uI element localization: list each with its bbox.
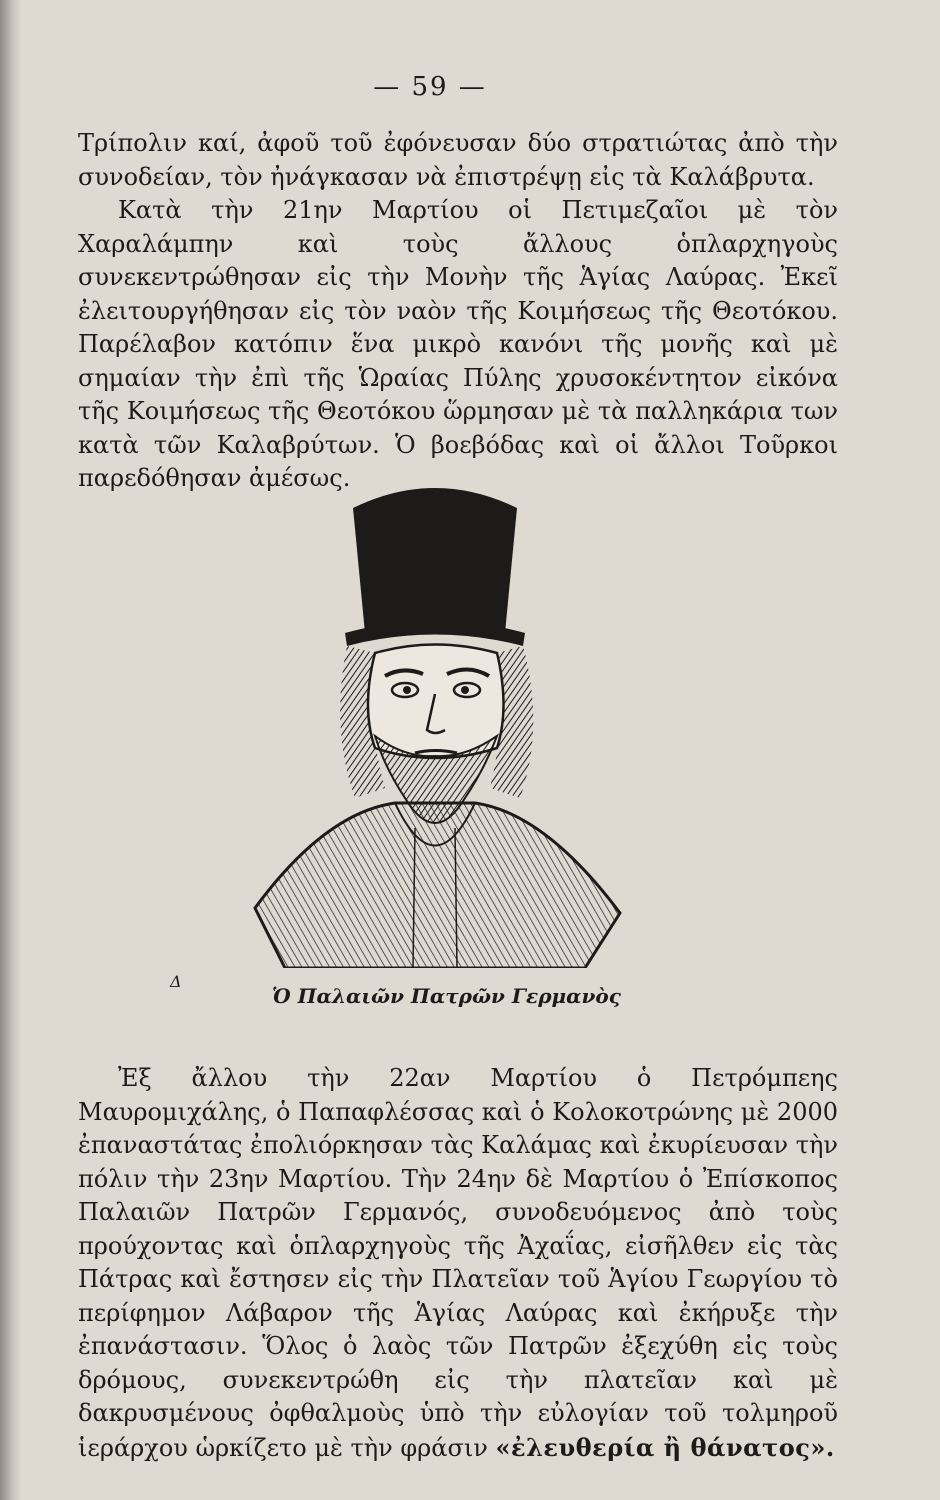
robe [255, 803, 620, 968]
portrait-engraving-germanos [235, 468, 635, 968]
paragraph-1-lead: Τρίπολιν καί, ἀφοῦ τοῦ ἐφόνευσαν δύο στρατιώτας ἀπὸ τὴν συνοδείαν, τὸν ἠνάγκασαν νὰ ἐπιστρέψῃ εἰς τὰ Καλάβρυτα. [78, 129, 838, 191]
figure-mark: Δ [170, 972, 182, 991]
page-number: — 59 — [373, 72, 487, 102]
paragraph-1-body: Κατὰ τὴν 21ην Μαρτίου οἱ Πετιμεζαῖοι μὲ τὸν Χαραλάμπην καὶ τοὺς ἄλλους ὁπλαρχηγοὺς συνεκεντρώθησαν εἰς τὴν Μονὴν τῆς Ἁγίας Λαύρας. Ἐκεῖ ἐλειτουργήθησαν εἰς τὸν ναὸν τῆς Κοιμήσεως τῆς Θεοτόκου. Παρέλαβον κατόπιν ἕνα μικρὸ κανόνι τῆς μονῆς καὶ μὲ σημαίαν τὴν ἐπὶ τῆς Ὡραίας Πύλης χρυσοκέντητον εἰκόνα τῆς Κοιμήσεως τῆς Θεοτόκου ὥρμησαν μὲ τὰ παλληκάρια των κατὰ τῶν Καλαβρύτων. Ὁ βοεβόδας καὶ οἱ ἄλλοι Τοῦρκοι παρεδόθησαν ἀμέσως. [78, 196, 838, 492]
kalimafki-hat [353, 488, 517, 633]
page-binding-shadow [0, 0, 22, 1500]
figure-caption: Ὁ Παλαιῶν Πατρῶν Γερμανὸς [272, 984, 621, 1008]
paragraph-2 [78, 1062, 838, 1465]
paragraph-1 [78, 127, 838, 496]
paragraph-2-text [78, 1062, 838, 1465]
face [368, 645, 504, 759]
paragraph-2-body: Ἐξ ἄλλου τὴν 22αν Μαρτίου ὁ Πετρόμπεης Μαυρομιχάλης, ὁ Παπαφλέσσας καὶ ὁ Κολοκοτρώνης μὲ 2000 ἐπαναστάτας ἐπολιόρκησαν τὰς Καλάμας καὶ ἐκυρίευσαν τὴν πόλιν τὴν 23ην Μαρτίου. Τὴν 24ην δὲ Μαρτίου ὁ Ἐπίσκοπος Παλαιῶν Πατρῶν Γερμανός, συνοδευόμενος ἀπὸ τοὺς προύχοντας καὶ ὁπλαρχηγοὺς τῆς Ἀχαΐας, εἰσῆλθεν εἰς τὰς Πάτρας καὶ ἔστησεν εἰς τὴν Πλατεῖαν τοῦ Ἁγίου Γεωργίου τὸ περίφημον Λάβαρον τῆς Ἁγίας Λαύρας καὶ ἐκήρυξε τὴν ἐπανάστασιν. Ὅλος ὁ λαὸς τῶν Πατρῶν ἐξεχύθη εἰς τοὺς δρόμους, συνεκεντρώθη εἰς τὴν πλατεῖαν καὶ μὲ δακρυσμένους ὀφθαλμοὺς ὑπὸ τὴν εὐλογίαν τοῦ τολμηροῦ ἱεράρχου ὡρκίζετο μὲ τὴν φράσιν [78, 1064, 838, 1462]
paragraph-2-quote: «ἐλευθερία ἢ θάνατος». [495, 1432, 835, 1462]
